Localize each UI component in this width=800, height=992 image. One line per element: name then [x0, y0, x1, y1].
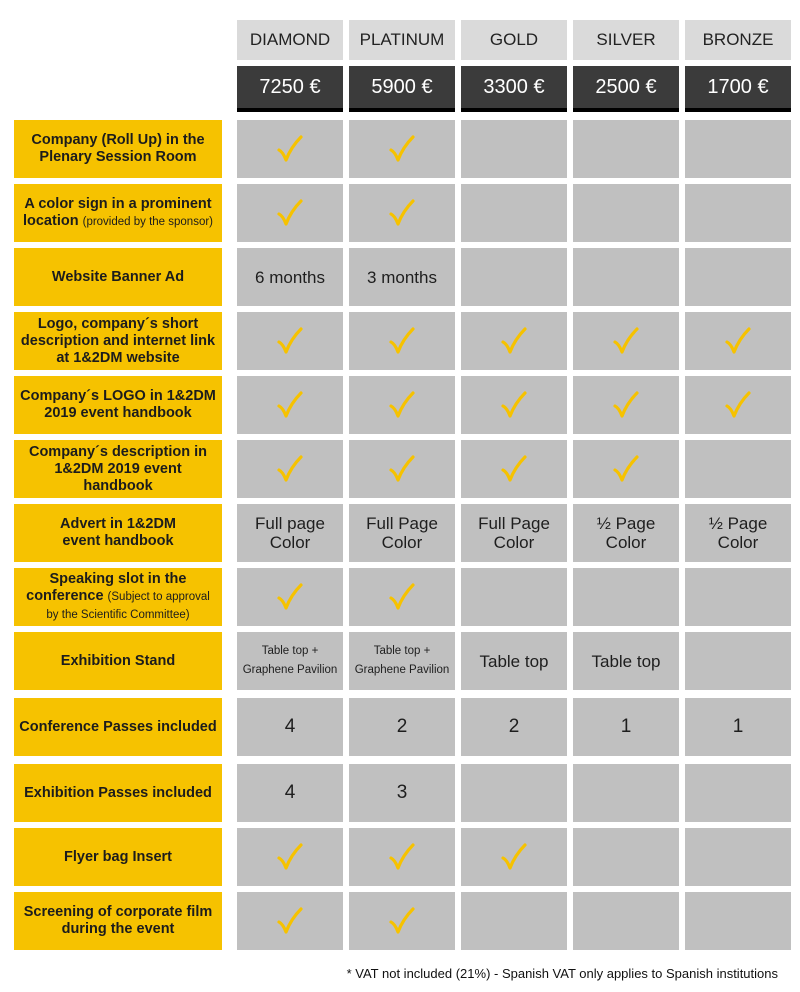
row-label [14, 504, 222, 562]
cell-value: ½ Page Color [596, 514, 656, 552]
checkmark-icon [501, 391, 527, 419]
checkmark-icon [389, 907, 415, 935]
checkmark-icon [389, 135, 415, 163]
cell-diamond [237, 892, 343, 950]
cell-silver [573, 120, 679, 178]
cell-diamond [237, 184, 343, 242]
cell-bronze [685, 632, 791, 690]
cell-diamond [237, 504, 343, 562]
cell-gold [461, 892, 567, 950]
cell-bronze [685, 120, 791, 178]
cell-silver [573, 892, 679, 950]
checkmark-icon [277, 135, 303, 163]
cell-platinum [349, 120, 455, 178]
cell-value: 2 [396, 716, 408, 737]
row-label-text: Company´s description in 1&2DM 2019 event handbook [28, 443, 208, 494]
cell-gold [461, 376, 567, 434]
checkmark-icon [277, 455, 303, 483]
cell-value: ½ Page Color [708, 514, 768, 552]
row-label-text: Conference Passes included [19, 718, 217, 735]
cell-diamond [237, 698, 343, 756]
cell-bronze [685, 440, 791, 498]
cell-silver [573, 764, 679, 822]
cell-value: 3 months [367, 267, 437, 287]
cell-silver [573, 504, 679, 562]
row-label [14, 440, 222, 498]
cell-gold [461, 120, 567, 178]
checkmark-icon [389, 583, 415, 611]
cell-value: Full page Color [255, 514, 325, 552]
cell-value: 6 months [255, 267, 325, 287]
cell-diamond [237, 312, 343, 370]
checkmark-icon [613, 391, 639, 419]
vat-footnote: * VAT not included (21%) - Spanish VAT only applies to Spanish institutions [346, 966, 778, 981]
cell-gold [461, 312, 567, 370]
row-label [14, 698, 222, 756]
row-label [14, 892, 222, 950]
checkmark-icon [277, 843, 303, 871]
cell-platinum [349, 632, 455, 690]
checkmark-icon [389, 327, 415, 355]
row-label [14, 120, 222, 178]
cell-value: Table top + Graphene Pavilion [242, 645, 338, 676]
cell-diamond [237, 376, 343, 434]
cell-bronze [685, 312, 791, 370]
row-label-text: A color sign in a prominent location (provided by the sponsor) [22, 195, 214, 229]
checkmark-icon [613, 327, 639, 355]
cell-value: 4 [284, 716, 296, 737]
cell-diamond [237, 440, 343, 498]
tier-header-platinum: PLATINUM [349, 20, 455, 60]
cell-silver [573, 698, 679, 756]
cell-gold [461, 632, 567, 690]
cell-value: Table top [479, 651, 549, 671]
cell-platinum [349, 504, 455, 562]
cell-value: Full Page Color [478, 514, 550, 552]
cell-platinum [349, 376, 455, 434]
row-label [14, 376, 222, 434]
checkmark-icon [389, 199, 415, 227]
price-platinum: 5900 € [349, 66, 455, 112]
cell-silver [573, 312, 679, 370]
cell-platinum [349, 440, 455, 498]
row-label [14, 568, 222, 626]
price-bronze: 1700 € [685, 66, 791, 112]
checkmark-icon [389, 843, 415, 871]
cell-platinum [349, 892, 455, 950]
checkmark-icon [501, 455, 527, 483]
row-label-text: Website Banner Ad [51, 268, 185, 285]
cell-gold [461, 184, 567, 242]
cell-gold [461, 440, 567, 498]
cell-platinum [349, 828, 455, 886]
cell-silver [573, 376, 679, 434]
checkmark-icon [277, 327, 303, 355]
cell-bronze [685, 376, 791, 434]
checkmark-icon [277, 907, 303, 935]
cell-platinum [349, 764, 455, 822]
checkmark-icon [501, 327, 527, 355]
cell-value: Table top [591, 651, 661, 671]
row-label-text: Flyer bag Insert [64, 848, 172, 865]
cell-bronze [685, 828, 791, 886]
checkmark-icon [389, 455, 415, 483]
cell-bronze [685, 504, 791, 562]
cell-silver [573, 828, 679, 886]
cell-bronze [685, 892, 791, 950]
cell-value: Full Page Color [366, 514, 438, 552]
cell-bronze [685, 698, 791, 756]
row-label-text: Advert in 1&2DM event handbook [59, 516, 177, 549]
checkmark-icon [725, 327, 751, 355]
cell-value: 2 [508, 716, 520, 737]
checkmark-icon [277, 583, 303, 611]
row-label [14, 312, 222, 370]
cell-bronze [685, 248, 791, 306]
tier-header-silver: SILVER [573, 20, 679, 60]
checkmark-icon [725, 391, 751, 419]
checkmark-icon [277, 199, 303, 227]
cell-diamond [237, 568, 343, 626]
cell-gold [461, 504, 567, 562]
cell-platinum [349, 312, 455, 370]
tier-header-diamond: DIAMOND [237, 20, 343, 60]
cell-diamond [237, 828, 343, 886]
cell-platinum [349, 568, 455, 626]
price-diamond: 7250 € [237, 66, 343, 112]
cell-silver [573, 632, 679, 690]
row-label-text: Speaking slot in the conference (Subject to approval by the Scientific Committee) [26, 570, 210, 621]
cell-diamond [237, 632, 343, 690]
row-label [14, 632, 222, 690]
cell-value: 1 [732, 716, 744, 737]
tier-header-gold: GOLD [461, 20, 567, 60]
row-label-text: Screening of corporate film during the event [23, 904, 213, 937]
checkmark-icon [389, 391, 415, 419]
cell-value: 4 [284, 782, 296, 803]
price-silver: 2500 € [573, 66, 679, 112]
cell-silver [573, 568, 679, 626]
tier-header-bronze: BRONZE [685, 20, 791, 60]
cell-silver [573, 248, 679, 306]
checkmark-icon [501, 843, 527, 871]
cell-bronze [685, 764, 791, 822]
row-label [14, 248, 222, 306]
row-label [14, 184, 222, 242]
cell-silver [573, 440, 679, 498]
cell-gold [461, 248, 567, 306]
row-label-text: Company (Roll Up) in the Plenary Session Room [31, 132, 205, 165]
cell-diamond [237, 764, 343, 822]
cell-platinum [349, 698, 455, 756]
cell-gold [461, 698, 567, 756]
cell-platinum [349, 184, 455, 242]
cell-diamond [237, 120, 343, 178]
row-label-text: Logo, company´s short description and internet link at 1&2DM website [20, 315, 216, 366]
cell-value: 3 [396, 782, 408, 803]
checkmark-icon [613, 455, 639, 483]
row-label [14, 828, 222, 886]
cell-gold [461, 568, 567, 626]
cell-bronze [685, 568, 791, 626]
row-label [14, 764, 222, 822]
row-label-note: (provided by the sponsor) [82, 215, 214, 228]
cell-platinum [349, 248, 455, 306]
row-label-text: Exhibition Stand [60, 652, 176, 669]
cell-value: Table top + Graphene Pavilion [354, 645, 450, 676]
row-label-text: Exhibition Passes included [24, 784, 212, 801]
price-gold: 3300 € [461, 66, 567, 112]
cell-diamond [237, 248, 343, 306]
cell-gold [461, 828, 567, 886]
row-label-text: Company´s LOGO in 1&2DM 2019 event handbook [20, 388, 216, 421]
cell-gold [461, 764, 567, 822]
cell-bronze [685, 184, 791, 242]
checkmark-icon [277, 391, 303, 419]
row-label-note: (Subject to approval by the Scientific Committee) [46, 590, 210, 621]
cell-silver [573, 184, 679, 242]
cell-value: 1 [620, 716, 632, 737]
